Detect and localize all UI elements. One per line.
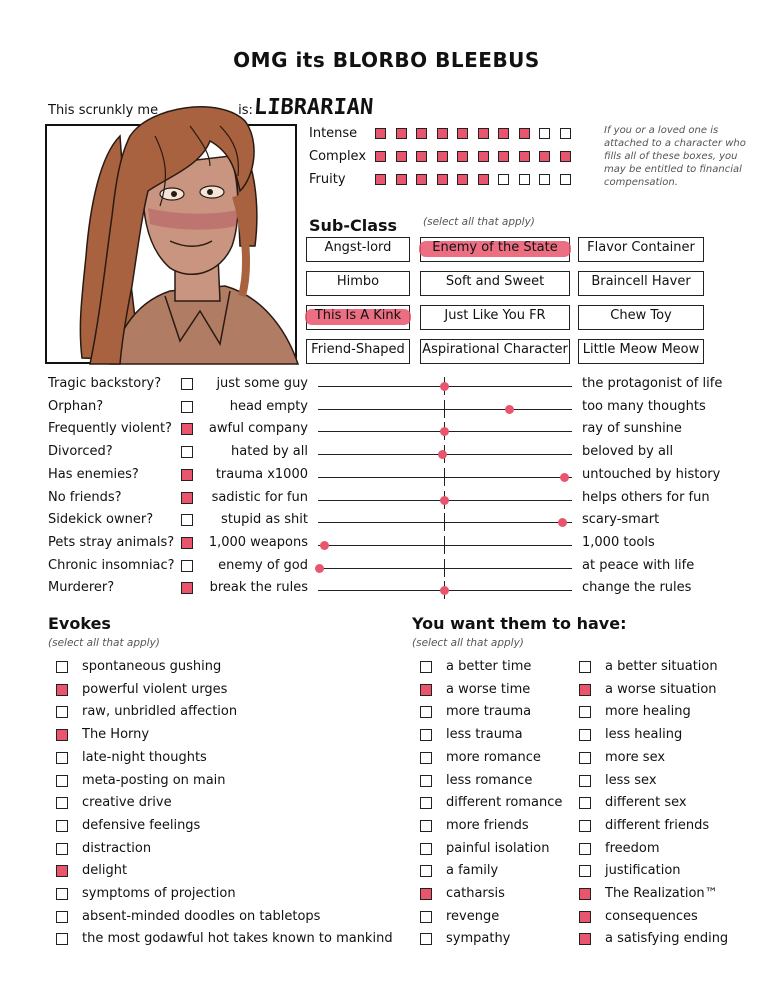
rating-label: Intense xyxy=(309,126,358,141)
rating-box[interactable] xyxy=(478,128,489,139)
rating-box[interactable] xyxy=(560,128,571,139)
option-checkbox[interactable] xyxy=(579,865,591,877)
option-label: a satisfying ending xyxy=(605,931,729,947)
option-label: distraction xyxy=(82,840,152,856)
character-portrait xyxy=(60,96,310,368)
option-label: justification xyxy=(605,863,681,879)
question-label: No friends? xyxy=(48,489,122,505)
subclass-option-label: Chew Toy xyxy=(610,308,672,323)
option-label: freedom xyxy=(605,840,660,856)
option-label: different romance xyxy=(446,795,563,811)
option-label: more healing xyxy=(605,704,691,720)
slider-track xyxy=(318,409,572,410)
question-label: Tragic backstory? xyxy=(48,376,162,391)
subclass-option-label: This Is A Kink xyxy=(314,308,402,323)
option-checkbox[interactable] xyxy=(56,684,68,696)
subclass-note: (select all that apply) xyxy=(423,216,535,228)
subclass-option[interactable] xyxy=(420,271,570,296)
slider-marker[interactable] xyxy=(320,541,329,550)
rating-label: Complex xyxy=(309,149,367,164)
option-label: less romance xyxy=(446,772,533,788)
option-checkbox[interactable] xyxy=(56,706,68,718)
option-checkbox[interactable] xyxy=(56,888,68,900)
option-checkbox[interactable] xyxy=(56,775,68,787)
option-checkbox[interactable] xyxy=(56,865,68,877)
subclass-option[interactable] xyxy=(578,271,704,296)
question-label: Sidekick owner? xyxy=(48,512,154,528)
option-checkbox[interactable] xyxy=(56,933,68,945)
option-checkbox[interactable] xyxy=(579,729,591,741)
option-checkbox[interactable] xyxy=(56,911,68,923)
option-label: powerful violent urges xyxy=(82,681,228,697)
rating-box[interactable] xyxy=(416,174,427,185)
subclass-option[interactable] xyxy=(306,305,410,330)
slider-right-label: scary-smart xyxy=(582,512,660,528)
option-label: spontaneous gushing xyxy=(82,659,222,674)
option-checkbox[interactable] xyxy=(56,820,68,832)
option-checkbox[interactable] xyxy=(579,888,591,900)
rating-box[interactable] xyxy=(457,174,468,185)
option-checkbox[interactable] xyxy=(579,684,591,696)
question-label: Has enemies? xyxy=(48,466,139,482)
slider-right-label: at peace with life xyxy=(582,557,695,573)
option-checkbox[interactable] xyxy=(420,752,432,764)
rating-box[interactable] xyxy=(498,151,509,162)
rating-box[interactable] xyxy=(457,128,468,139)
option-label: different friends xyxy=(605,817,710,833)
question-label: Divorced? xyxy=(48,444,113,460)
rating-box[interactable] xyxy=(519,151,530,162)
rating-box[interactable] xyxy=(396,128,407,139)
option-label: less trauma xyxy=(446,727,523,743)
rating-box[interactable] xyxy=(539,128,550,139)
intro-suffix: is: xyxy=(238,103,253,118)
option-checkbox[interactable] xyxy=(579,911,591,923)
slider-right-label: beloved by all xyxy=(582,444,674,460)
subclass-option-label: Himbo xyxy=(336,274,380,289)
slider-left-label: break the rules xyxy=(209,580,308,596)
option-label: more trauma xyxy=(446,704,532,720)
slider-midpoint xyxy=(444,536,445,554)
slider-marker[interactable] xyxy=(440,382,449,391)
slider-marker[interactable] xyxy=(440,586,449,595)
slider-right-label: helps others for fun xyxy=(582,489,710,505)
slider-left-label: head empty xyxy=(229,398,308,414)
option-checkbox[interactable] xyxy=(420,706,432,718)
option-label: painful isolation xyxy=(446,840,550,856)
option-checkbox[interactable] xyxy=(420,684,432,696)
slider-marker[interactable] xyxy=(440,427,449,436)
option-checkbox[interactable] xyxy=(56,729,68,741)
slider-marker[interactable] xyxy=(560,473,569,482)
question-label: Chronic insomniac? xyxy=(48,557,175,573)
option-checkbox[interactable] xyxy=(420,843,432,855)
option-checkbox[interactable] xyxy=(420,911,432,923)
option-label: the most godawful hot takes known to mankind xyxy=(82,931,393,947)
option-checkbox[interactable] xyxy=(579,661,591,673)
rating-box[interactable] xyxy=(560,174,571,185)
option-label: different sex xyxy=(605,795,687,811)
subclass-option[interactable] xyxy=(306,339,410,364)
slider-marker[interactable] xyxy=(558,518,567,527)
slider-left-label: sadistic for fun xyxy=(211,489,308,505)
rating-box[interactable] xyxy=(478,151,489,162)
option-label: absent-minded doodles on tabletops xyxy=(82,908,321,924)
slider-right-label: too many thoughts xyxy=(582,398,706,414)
evokes-title: Evokes xyxy=(48,614,111,633)
rating-box[interactable] xyxy=(437,174,448,185)
option-checkbox[interactable] xyxy=(56,661,68,673)
rating-box[interactable] xyxy=(375,128,386,139)
question-label: Murderer? xyxy=(48,580,115,596)
slider-left-label: 1,000 weapons xyxy=(208,534,308,550)
option-label: creative drive xyxy=(82,795,172,811)
option-checkbox[interactable] xyxy=(420,797,432,809)
option-label: raw, unbridled affection xyxy=(82,704,238,720)
option-label: sympathy xyxy=(446,931,511,947)
option-label: late-night thoughts xyxy=(82,749,207,765)
slider-track xyxy=(318,545,572,546)
rating-box[interactable] xyxy=(539,174,550,185)
rating-box[interactable] xyxy=(375,151,386,162)
role-handwritten: LIBRARIAN xyxy=(253,95,375,120)
slider-marker[interactable] xyxy=(438,450,447,459)
option-checkbox[interactable] xyxy=(420,729,432,741)
slider-right-label: change the rules xyxy=(582,580,692,596)
rating-box[interactable] xyxy=(519,128,530,139)
slider-midpoint xyxy=(444,559,445,577)
slider-left-label: awful company xyxy=(208,421,308,437)
rating-box[interactable] xyxy=(498,128,509,139)
subclass-option[interactable] xyxy=(306,237,410,262)
want-title: You want them to have: xyxy=(412,614,627,633)
subclass-option-label: Angst-lord xyxy=(324,240,392,255)
option-label: less healing xyxy=(605,727,683,743)
slider-right-label: the protagonist of life xyxy=(582,376,723,391)
rating-label: Fruity xyxy=(309,172,346,187)
disclaimer-text: If you or a loved one is attached to a character who fills all of these boxes, you may be entitled to financial compensation. xyxy=(604,125,746,188)
slider-left-label: trauma x1000 xyxy=(215,466,308,482)
subclass-option[interactable] xyxy=(420,237,570,262)
subclass-option-label: Aspirational Character xyxy=(422,342,568,357)
slider-track xyxy=(318,477,572,478)
option-label: a worse time xyxy=(446,681,531,697)
rating-box[interactable] xyxy=(396,151,407,162)
option-label: revenge xyxy=(446,908,500,924)
rating-box[interactable] xyxy=(416,151,427,162)
rating-box[interactable] xyxy=(560,151,571,162)
subclass-option[interactable] xyxy=(578,237,704,262)
option-checkbox[interactable] xyxy=(420,820,432,832)
subclass-option[interactable] xyxy=(578,339,704,364)
slider-left-label: stupid as shit xyxy=(221,512,308,528)
rating-box[interactable] xyxy=(375,174,386,185)
slider-marker[interactable] xyxy=(505,405,514,414)
slider-right-label: 1,000 tools xyxy=(582,534,655,550)
option-label: symptoms of projection xyxy=(82,886,236,901)
option-label: more friends xyxy=(446,817,529,833)
evokes-note: (select all that apply) xyxy=(48,637,160,649)
option-label: The Realization™ xyxy=(605,886,718,901)
option-checkbox[interactable] xyxy=(56,752,68,764)
option-checkbox[interactable] xyxy=(420,661,432,673)
option-checkbox[interactable] xyxy=(420,933,432,945)
slider-left-label: just some guy xyxy=(216,376,308,391)
subclass-option-label: Friend-Shaped xyxy=(311,342,405,357)
slider-midpoint xyxy=(444,400,445,418)
subclass-option-label: Soft and Sweet xyxy=(445,274,545,289)
slider-midpoint xyxy=(444,468,445,486)
slider-marker[interactable] xyxy=(315,564,324,573)
slider-track xyxy=(318,568,572,569)
subclass-option-label: Just Like You FR xyxy=(444,308,546,323)
slider-left-label: hated by all xyxy=(231,444,308,460)
rating-box[interactable] xyxy=(396,174,407,185)
subclass-option-label: Little Meow Meow xyxy=(582,342,700,357)
slider-track xyxy=(318,522,572,523)
option-label: more romance xyxy=(446,749,541,765)
option-label: less sex xyxy=(605,772,657,788)
option-checkbox[interactable] xyxy=(579,933,591,945)
subclass-title: Sub-Class xyxy=(309,216,398,235)
option-label: delight xyxy=(82,863,128,879)
rating-box[interactable] xyxy=(519,174,530,185)
slider-right-label: ray of sunshine xyxy=(582,421,682,437)
option-checkbox[interactable] xyxy=(579,775,591,787)
page-title: OMG its BLORBO BLEEBUS xyxy=(233,48,540,72)
option-label: consequences xyxy=(605,908,698,924)
rating-box[interactable] xyxy=(478,174,489,185)
option-label: a worse situation xyxy=(605,681,717,697)
slider-right-label: untouched by history xyxy=(582,466,721,482)
subclass-option-label: Enemy of the State xyxy=(432,240,558,255)
question-label: Frequently violent? xyxy=(48,421,172,437)
rating-box[interactable] xyxy=(416,128,427,139)
slider-midpoint xyxy=(444,513,445,531)
option-checkbox[interactable] xyxy=(56,843,68,855)
option-checkbox[interactable] xyxy=(56,797,68,809)
subclass-option[interactable] xyxy=(306,271,410,296)
question-label: Pets stray animals? xyxy=(48,534,175,550)
option-checkbox[interactable] xyxy=(579,820,591,832)
subclass-option-label: Flavor Container xyxy=(587,240,695,255)
rating-box[interactable] xyxy=(457,151,468,162)
option-checkbox[interactable] xyxy=(420,775,432,787)
option-checkbox[interactable] xyxy=(579,843,591,855)
option-label: a better situation xyxy=(605,659,718,674)
option-checkbox[interactable] xyxy=(420,888,432,900)
option-label: more sex xyxy=(605,749,666,765)
rating-box[interactable] xyxy=(437,128,448,139)
option-label: a family xyxy=(446,863,499,879)
rating-box[interactable] xyxy=(539,151,550,162)
slider-left-label: enemy of god xyxy=(218,557,308,573)
subclass-option[interactable] xyxy=(578,305,704,330)
rating-box[interactable] xyxy=(498,174,509,185)
subclass-option[interactable] xyxy=(420,305,570,330)
question-label: Orphan? xyxy=(48,398,104,414)
option-label: a better time xyxy=(446,659,532,674)
want-note: (select all that apply) xyxy=(412,637,524,649)
subclass-option[interactable] xyxy=(420,339,570,364)
subclass-option-label: Braincell Haver xyxy=(591,274,691,289)
option-checkbox[interactable] xyxy=(579,797,591,809)
rating-box[interactable] xyxy=(437,151,448,162)
option-label: The Horny xyxy=(82,727,150,743)
option-label: meta-posting on main xyxy=(82,772,226,788)
intro-label: This scrunkly me xyxy=(48,103,159,118)
option-checkbox[interactable] xyxy=(579,706,591,718)
option-label: defensive feelings xyxy=(82,817,201,833)
option-checkbox[interactable] xyxy=(579,752,591,764)
slider-marker[interactable] xyxy=(440,496,449,505)
option-label: catharsis xyxy=(446,886,505,901)
option-checkbox[interactable] xyxy=(420,865,432,877)
